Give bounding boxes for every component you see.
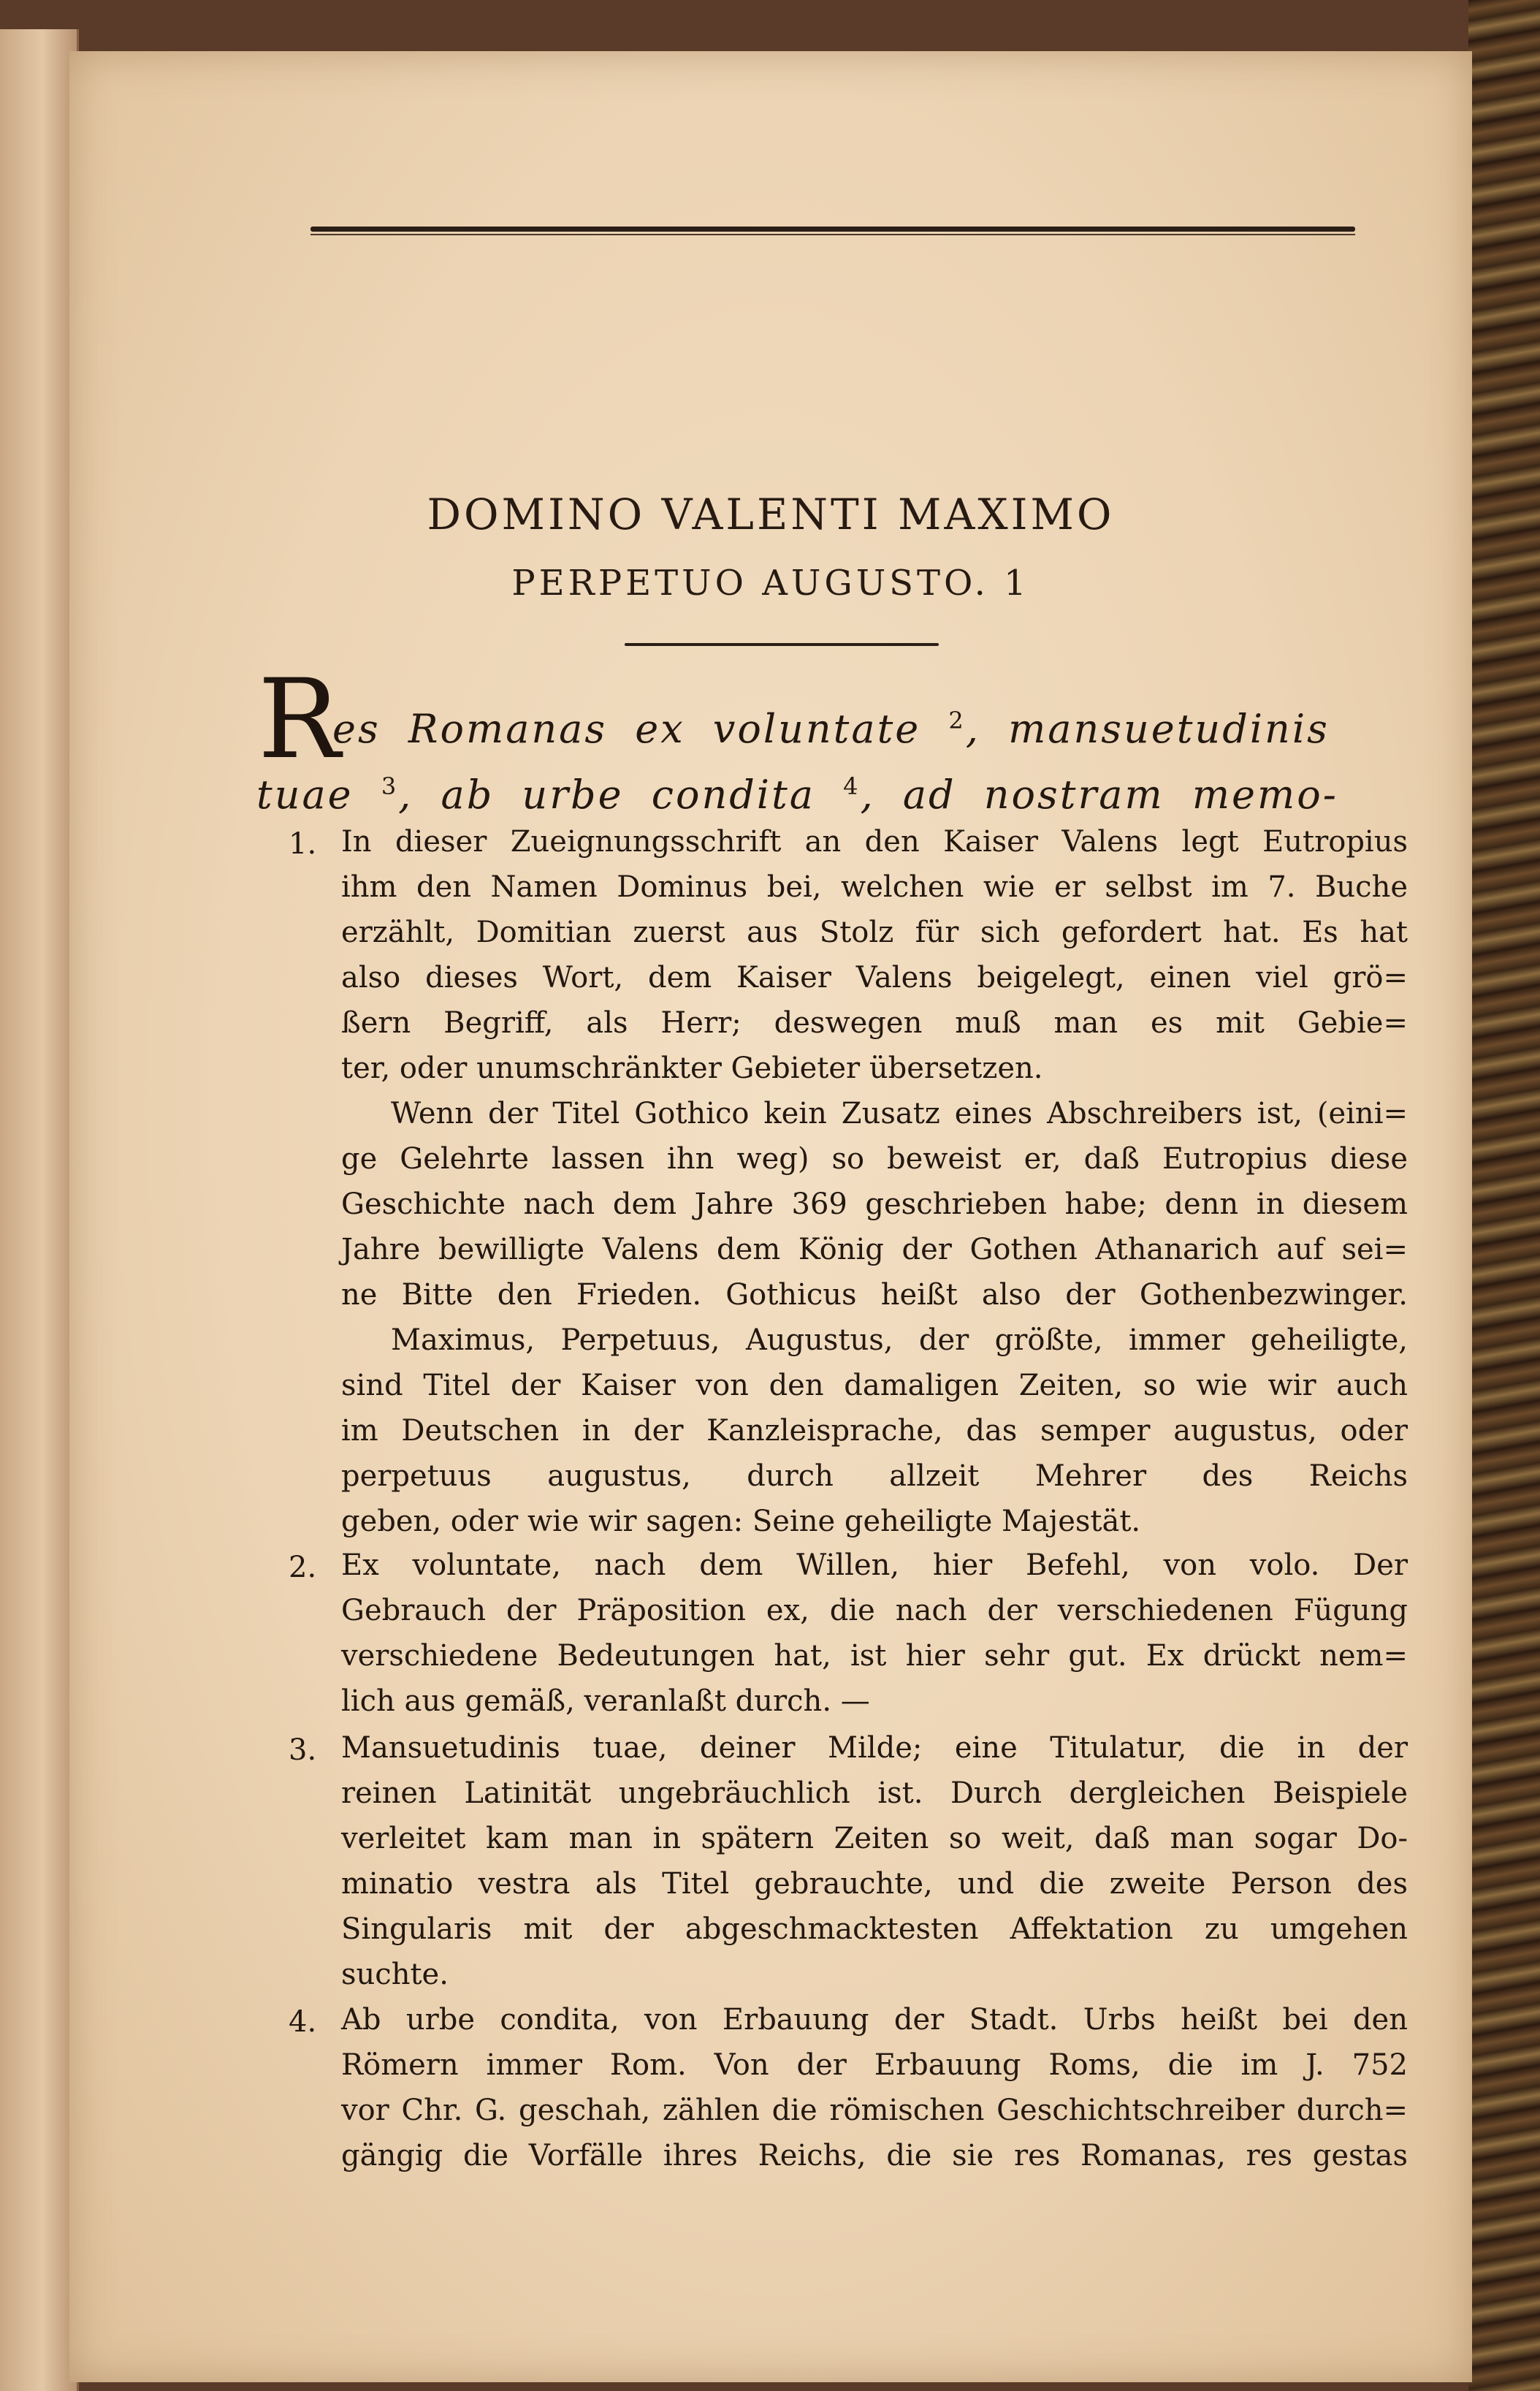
footnote-line: Ex voluntate, nach dem Willen, hier Befehl, von volo. Der: [341, 1548, 1408, 1582]
dedication-subtitle: PERPETUO AUGUSTO. 1: [511, 563, 1030, 604]
footnote-line: reinen Latinität ungebräuchlich ist. Durch dergleichen Beispiele: [341, 1776, 1408, 1810]
footnote-line: Jahre bewilligte Valens dem König der Gothen Athanarich auf sei=: [341, 1233, 1408, 1266]
intro-line-1: es Romanas ex voluntate $^2$, mansuetudinis: [332, 706, 1330, 752]
top-rule: [310, 227, 1355, 232]
footnote-line: ßern Begriff, als Herr; deswegen muß man es mit Gebie=: [341, 1006, 1408, 1040]
footnote-number-3: 3.: [289, 1733, 317, 1767]
footnote-line: Römern immer Rom. Von der Erbauung Roms, die im J. 752: [341, 2048, 1408, 2082]
footnote-line: geben, oder wie wir sagen: Seine geheiligte Majestät.: [341, 1505, 1141, 1538]
footnote-line: Wenn der Titel Gothico kein Zusatz eines Abschreibers ist, (eini=: [391, 1097, 1408, 1130]
footnote-line: suchte.: [341, 1958, 449, 1991]
footnote-line: Singularis mit der abgeschmacktesten Affektation zu umgehen: [341, 1912, 1408, 1946]
footnote-line: Gebrauch der Präposition ex, die nach der verschiedenen Fügung: [341, 1594, 1408, 1627]
book-page: [69, 51, 1472, 2382]
footnote-number-1: 1.: [289, 827, 317, 861]
footnote-line: Mansuetudinis tuae, deiner Milde; eine Titulatur, die in der: [341, 1731, 1408, 1765]
footnote-number-2: 2.: [289, 1551, 317, 1584]
footnote-line: perpetuus augustus, durch allzeit Mehrer des Reichs: [341, 1459, 1408, 1493]
title-rule: [625, 643, 939, 646]
dedication-title: DOMINO VALENTI MAXIMO: [427, 490, 1115, 539]
drop-cap: R: [258, 656, 340, 783]
footnote-line: im Deutschen in der Kanzleisprache, das semper augustus, oder: [341, 1414, 1408, 1448]
footnote-line: Geschichte nach dem Jahre 369 geschrieben habe; denn in diesem: [341, 1187, 1408, 1221]
footnote-line: vor Chr. G. geschah, zählen die römischen Geschichtschreiber durch=: [341, 2094, 1408, 2127]
footnote-line: ne Bitte den Frieden. Gothicus heißt also der Gothenbezwinger.: [341, 1278, 1408, 1312]
intro-line-2: tuae $^3$, ab urbe condita $^4$, ad nostram memo-: [256, 772, 1338, 818]
previous-page-edge: [0, 29, 79, 2391]
footnote-line: minatio vestra als Titel gebrauchte, und die zweite Person des: [341, 1867, 1408, 1901]
footnote-line: sind Titel der Kaiser von den damaligen Zeiten, so wie wir auch: [341, 1369, 1408, 1402]
footnote-line: ihm den Namen Dominus bei, welchen wie er selbst im 7. Buche: [341, 870, 1408, 904]
footnote-line: Ab urbe condita, von Erbauung der Stadt. Urbs heißt bei den: [341, 2003, 1408, 2037]
footnote-line: ter, oder unumschränkter Gebieter übersetzen.: [341, 1052, 1043, 1085]
footnote-line: In dieser Zueignungsschrift an den Kaiser Valens legt Eutropius: [341, 825, 1408, 859]
footnote-line: Maximus, Perpetuus, Augustus, der größte, immer geheiligte,: [391, 1323, 1408, 1357]
footnote-line: verschiedene Bedeutungen hat, ist hier sehr gut. Ex drückt nem=: [341, 1639, 1408, 1673]
footnote-line: also dieses Wort, dem Kaiser Valens beigelegt, einen viel grö=: [341, 961, 1408, 995]
footnote-line: gängig die Vorfälle ihres Reichs, die sie res Romanas, res gestas: [341, 2139, 1408, 2173]
book-binding: [1468, 0, 1540, 2391]
footnote-number-4: 4.: [289, 2005, 317, 2039]
footnote-line: erzählt, Domitian zuerst aus Stolz für sich gefordert hat. Es hat: [341, 916, 1408, 949]
footnote-line: lich aus gemäß, veranlaßt durch. —: [341, 1684, 870, 1718]
footnote-line: verleitet kam man in spätern Zeiten so weit, daß man sogar Do-: [341, 1822, 1408, 1855]
footnote-line: ge Gelehrte lassen ihn weg) so beweist er, daß Eutropius diese: [341, 1142, 1408, 1176]
